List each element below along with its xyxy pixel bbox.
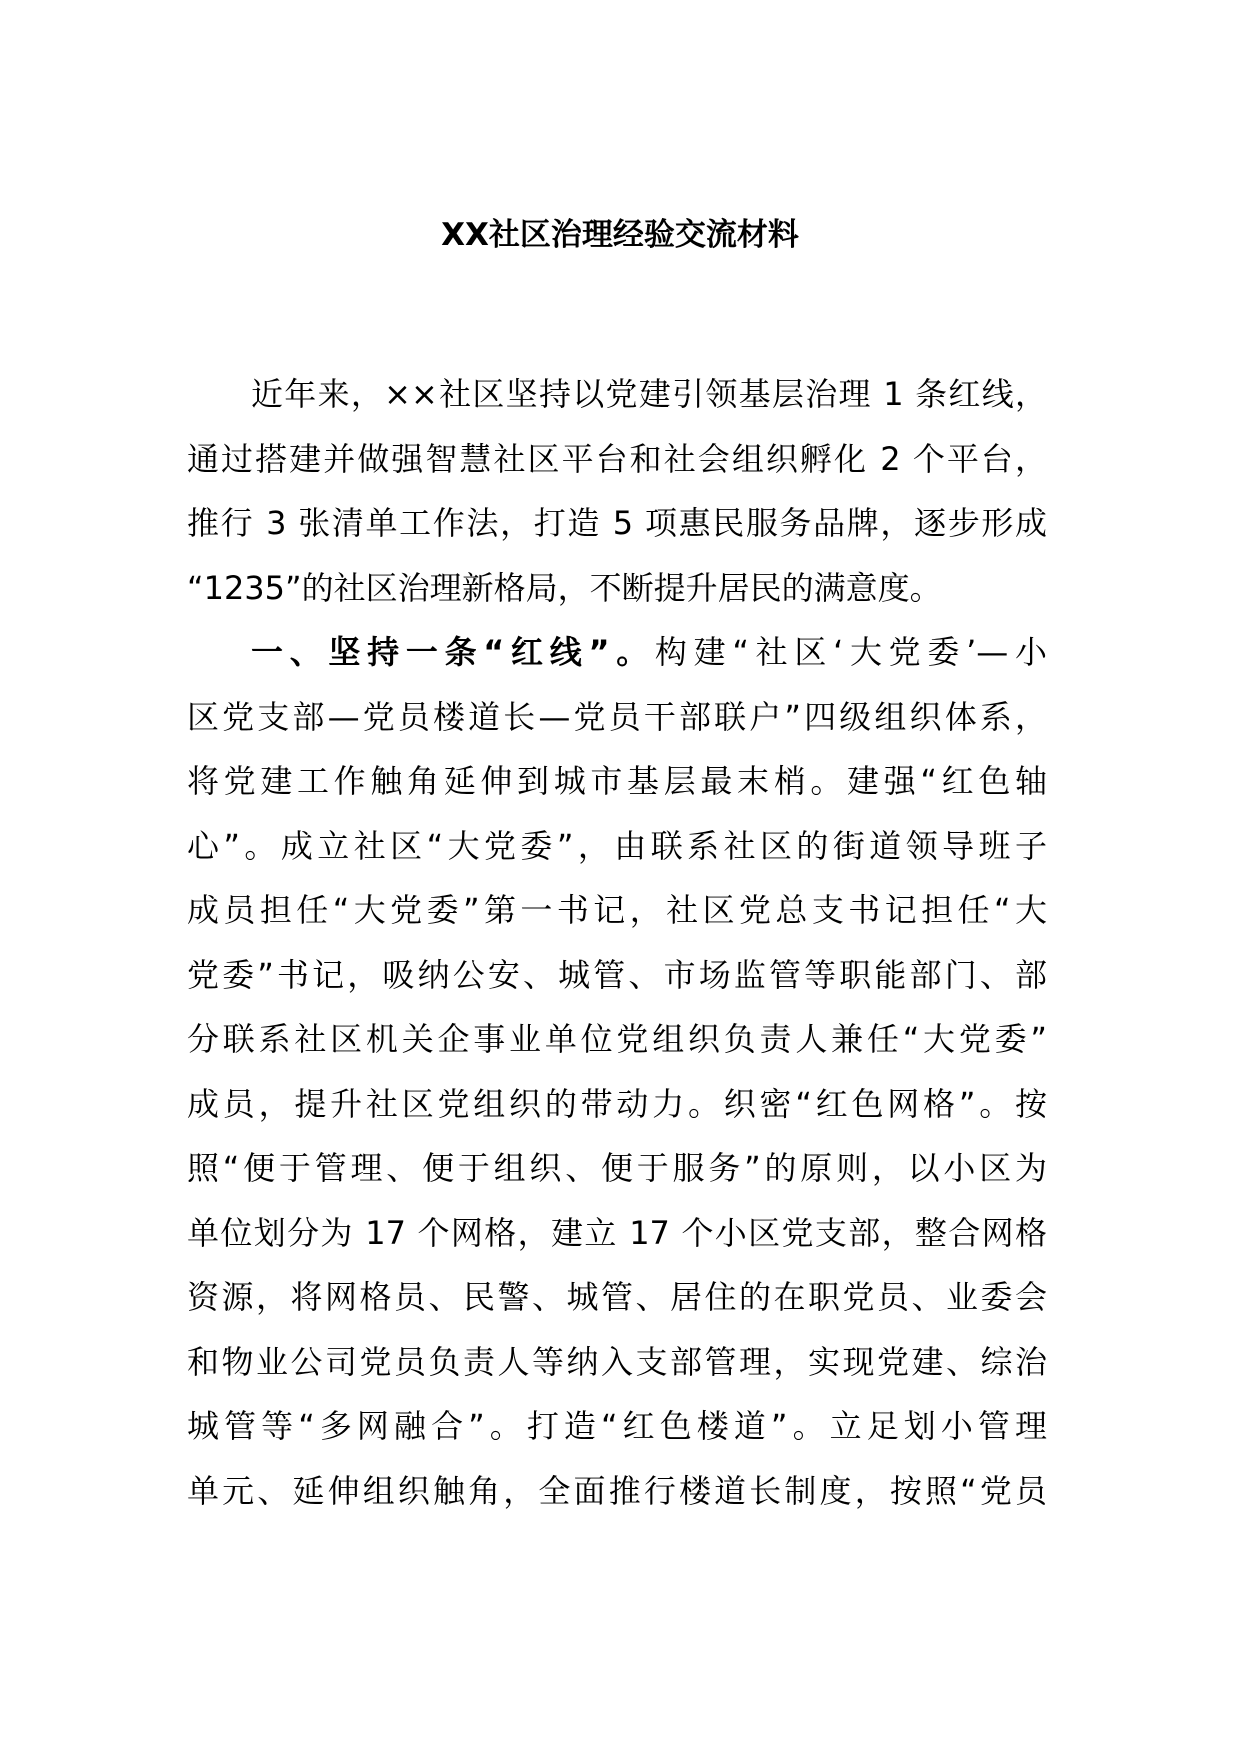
text-line: 成员担任“大党委”第一书记，社区党总支书记担任“大 bbox=[187, 891, 1047, 929]
paragraph-section-one bbox=[187, 620, 1047, 1523]
text-line: 党委”书记，吸纳公安、城管、市场监管等职能部门、部 bbox=[187, 955, 1047, 994]
paragraph-intro bbox=[187, 362, 1047, 620]
section-heading: 一、坚持一条“红线”。 bbox=[251, 633, 655, 671]
text-line: 单位划分为 17 个网格，建立 17 个小区党支部，整合网格 bbox=[187, 1213, 1047, 1252]
text-fragment: 构建“社区‘大党委’—小 bbox=[654, 633, 1047, 671]
text-line bbox=[187, 620, 1047, 685]
text-line: 心”。成立社区“大党委”，由联系社区的街道领导班子 bbox=[187, 826, 1047, 865]
text-line: 和物业公司党员负责人等纳入支部管理，实现党建、综治 bbox=[187, 1342, 1047, 1381]
text-line: 照“便于管理、便于组织、便于服务”的原则，以小区为 bbox=[187, 1149, 1047, 1187]
text-line: 城管等“多网融合”。打造“红色楼道”。立足划小管理 bbox=[187, 1407, 1047, 1445]
text-line: 单元、延伸组织触角，全面推行楼道长制度，按照“党员 bbox=[187, 1471, 1047, 1510]
document-title: XX社区治理经验交流材料 bbox=[441, 217, 799, 253]
text-line: 分联系社区机关企事业单位党组织负责人兼任“大党委” bbox=[187, 1020, 1047, 1058]
text-line: “1235”的社区治理新格局，不断提升居民的满意度。 bbox=[187, 568, 942, 607]
text-line: 成员，提升社区党组织的带动力。织密“红色网格”。按 bbox=[187, 1084, 1047, 1123]
text-line: 推行 3 张清单工作法，打造 5 项惠民服务品牌，逐步形成 bbox=[187, 504, 1047, 542]
text-line: 区党支部—党员楼道长—党员干部联户”四级组织体系， bbox=[187, 697, 1047, 736]
text-line: 通过搭建并做强智慧社区平台和社会组织孵化 2 个平台， bbox=[187, 439, 1047, 478]
text-line: 资源，将网格员、民警、城管、居住的在职党员、业委会 bbox=[187, 1278, 1047, 1316]
document-body bbox=[187, 362, 1047, 1523]
text-line: 将党建工作触角延伸到城市基层最末梢。建强“红色轴 bbox=[187, 762, 1047, 800]
text-line: 近年来，××社区坚持以党建引领基层治理 1 条红线， bbox=[251, 375, 1047, 413]
